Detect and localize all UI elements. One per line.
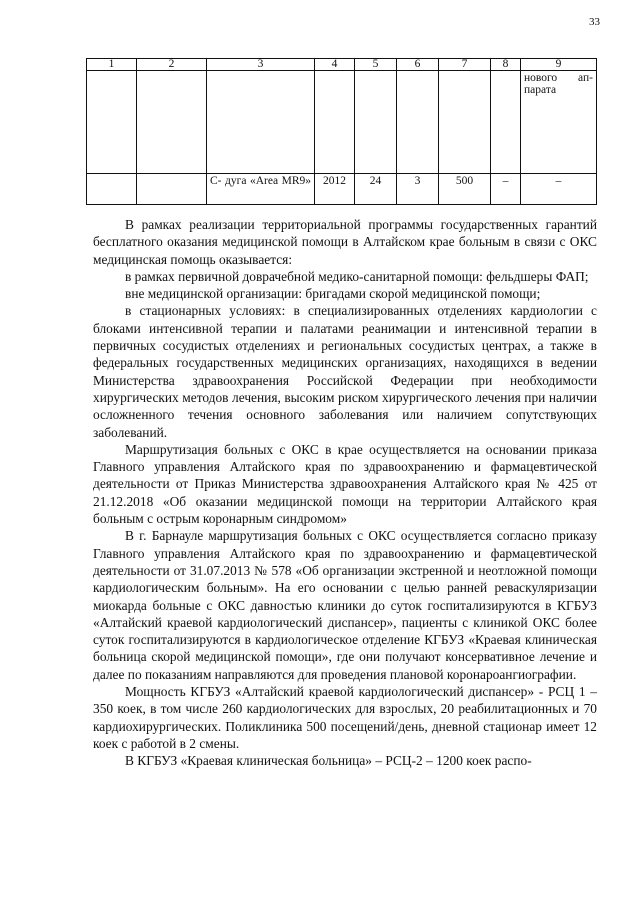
table-cell [439, 71, 491, 174]
table-cell: 3 [397, 174, 439, 205]
header-cell: 4 [315, 59, 355, 71]
header-cell: 1 [87, 59, 137, 71]
table-cell [137, 71, 207, 174]
table-cell [87, 174, 137, 205]
table-cell: – [491, 174, 521, 205]
header-cell: 6 [397, 59, 439, 71]
paragraph: Мощность КГБУЗ «Алтайский краевой кардиологический диспансер» - РСЦ 1 – 350 коек, в том числе 260 кардиологических для взрослых, 20 реабилитационных и 70 кардиохирургических. Поликлиника 500 посещений/день, дневной стационар имеет 12 коек с работой в 2 смены. [93, 684, 597, 751]
table-cell [207, 71, 315, 174]
page-number: 33 [589, 16, 600, 28]
header-cell: 2 [137, 59, 207, 71]
table-header-row [87, 59, 597, 71]
table-cell: 500 [439, 174, 491, 205]
paragraph: В рамках реализации территориальной программы государственных гарантий бесплатного оказания медицинской помощи в Алтайском крае больным в связи с ОКС медицинская помощь оказывается: [93, 217, 597, 267]
table-row [87, 174, 597, 205]
paragraph: В КГБУЗ «Краевая клиническая больница» – РСЦ-2 – 1200 коек распо- [125, 753, 532, 769]
table-cell [491, 71, 521, 174]
table-cell: – [521, 174, 597, 205]
paragraph: в стационарных условиях: в специализированных отделениях кардиологии с блоками интенсивной терапии и палатами реанимации и интенсивной терапии в первичных сосудистых отделениях и региональных сосудистых центрах, а также в федеральных государственных медицинских организациях, находящихся в ведении Министерства здравоохранения Российской Федерации при необходимости хирургических методов лечения, высоким риском хирургического лечения при наличии осложненного течения основного заболевания или наличием сопутствующих заболеваний. [93, 303, 597, 440]
table-cell [315, 71, 355, 174]
body-text [93, 216, 597, 770]
table-row [87, 71, 597, 174]
table-cell: 2012 [315, 174, 355, 205]
table-cell: С- дуга «Area MR9» [207, 174, 315, 205]
header-cell: 8 [491, 59, 521, 71]
paragraph: в рамках первичной доврачебной медико-санитарной помощи: фельдшеры ФАП; [125, 268, 589, 284]
data-table [86, 58, 597, 205]
table-cell [137, 174, 207, 205]
header-cell: 9 [521, 59, 597, 71]
table-cell [355, 71, 397, 174]
header-cell: 3 [207, 59, 315, 71]
paragraph: В г. Барнауле маршрутизация больных с ОКС осуществляется согласно приказу Главного управления Алтайского края по здравоохранению и фармацевтической деятельности от 31.07.2013 № 578 «Об организации экстренной и неотложной помощи кардиологическим больным». На его основании с целью ранней реваскуляризации миокарда больные с ОКС давностью клиники до суток госпитализируются в КГБУЗ «Алтайский краевой кардиологический диспансер», пациенты с клиникой ОКС более суток госпитализируются в кардиологическое отделение КГБУЗ «Краевая клиническая больница скорой медицинской помощи», где они получают консервативное лечение и далее по показаниям направляются для проведения плановой коронароангиографии. [93, 528, 597, 682]
table-cell: нового ап-парата [521, 71, 597, 174]
paragraph: вне медицинской организации: бригадами скорой медицинской помощи; [125, 286, 541, 302]
table-cell [87, 71, 137, 174]
table-cell: 24 [355, 174, 397, 205]
header-cell: 5 [355, 59, 397, 71]
header-cell: 7 [439, 59, 491, 71]
table-cell [397, 71, 439, 174]
paragraph: Маршрутизация больных с ОКС в крае осуществляется на основании приказа Главного управления Алтайского края по здравоохранению и фармацевтической деятельности от Приказ Министерства здравоохранения Алтайского края № 425 от 21.12.2018 «Об оказании медицинской помощи на территории Алтайского края больным с острым коронарным синдромом» [93, 441, 597, 527]
